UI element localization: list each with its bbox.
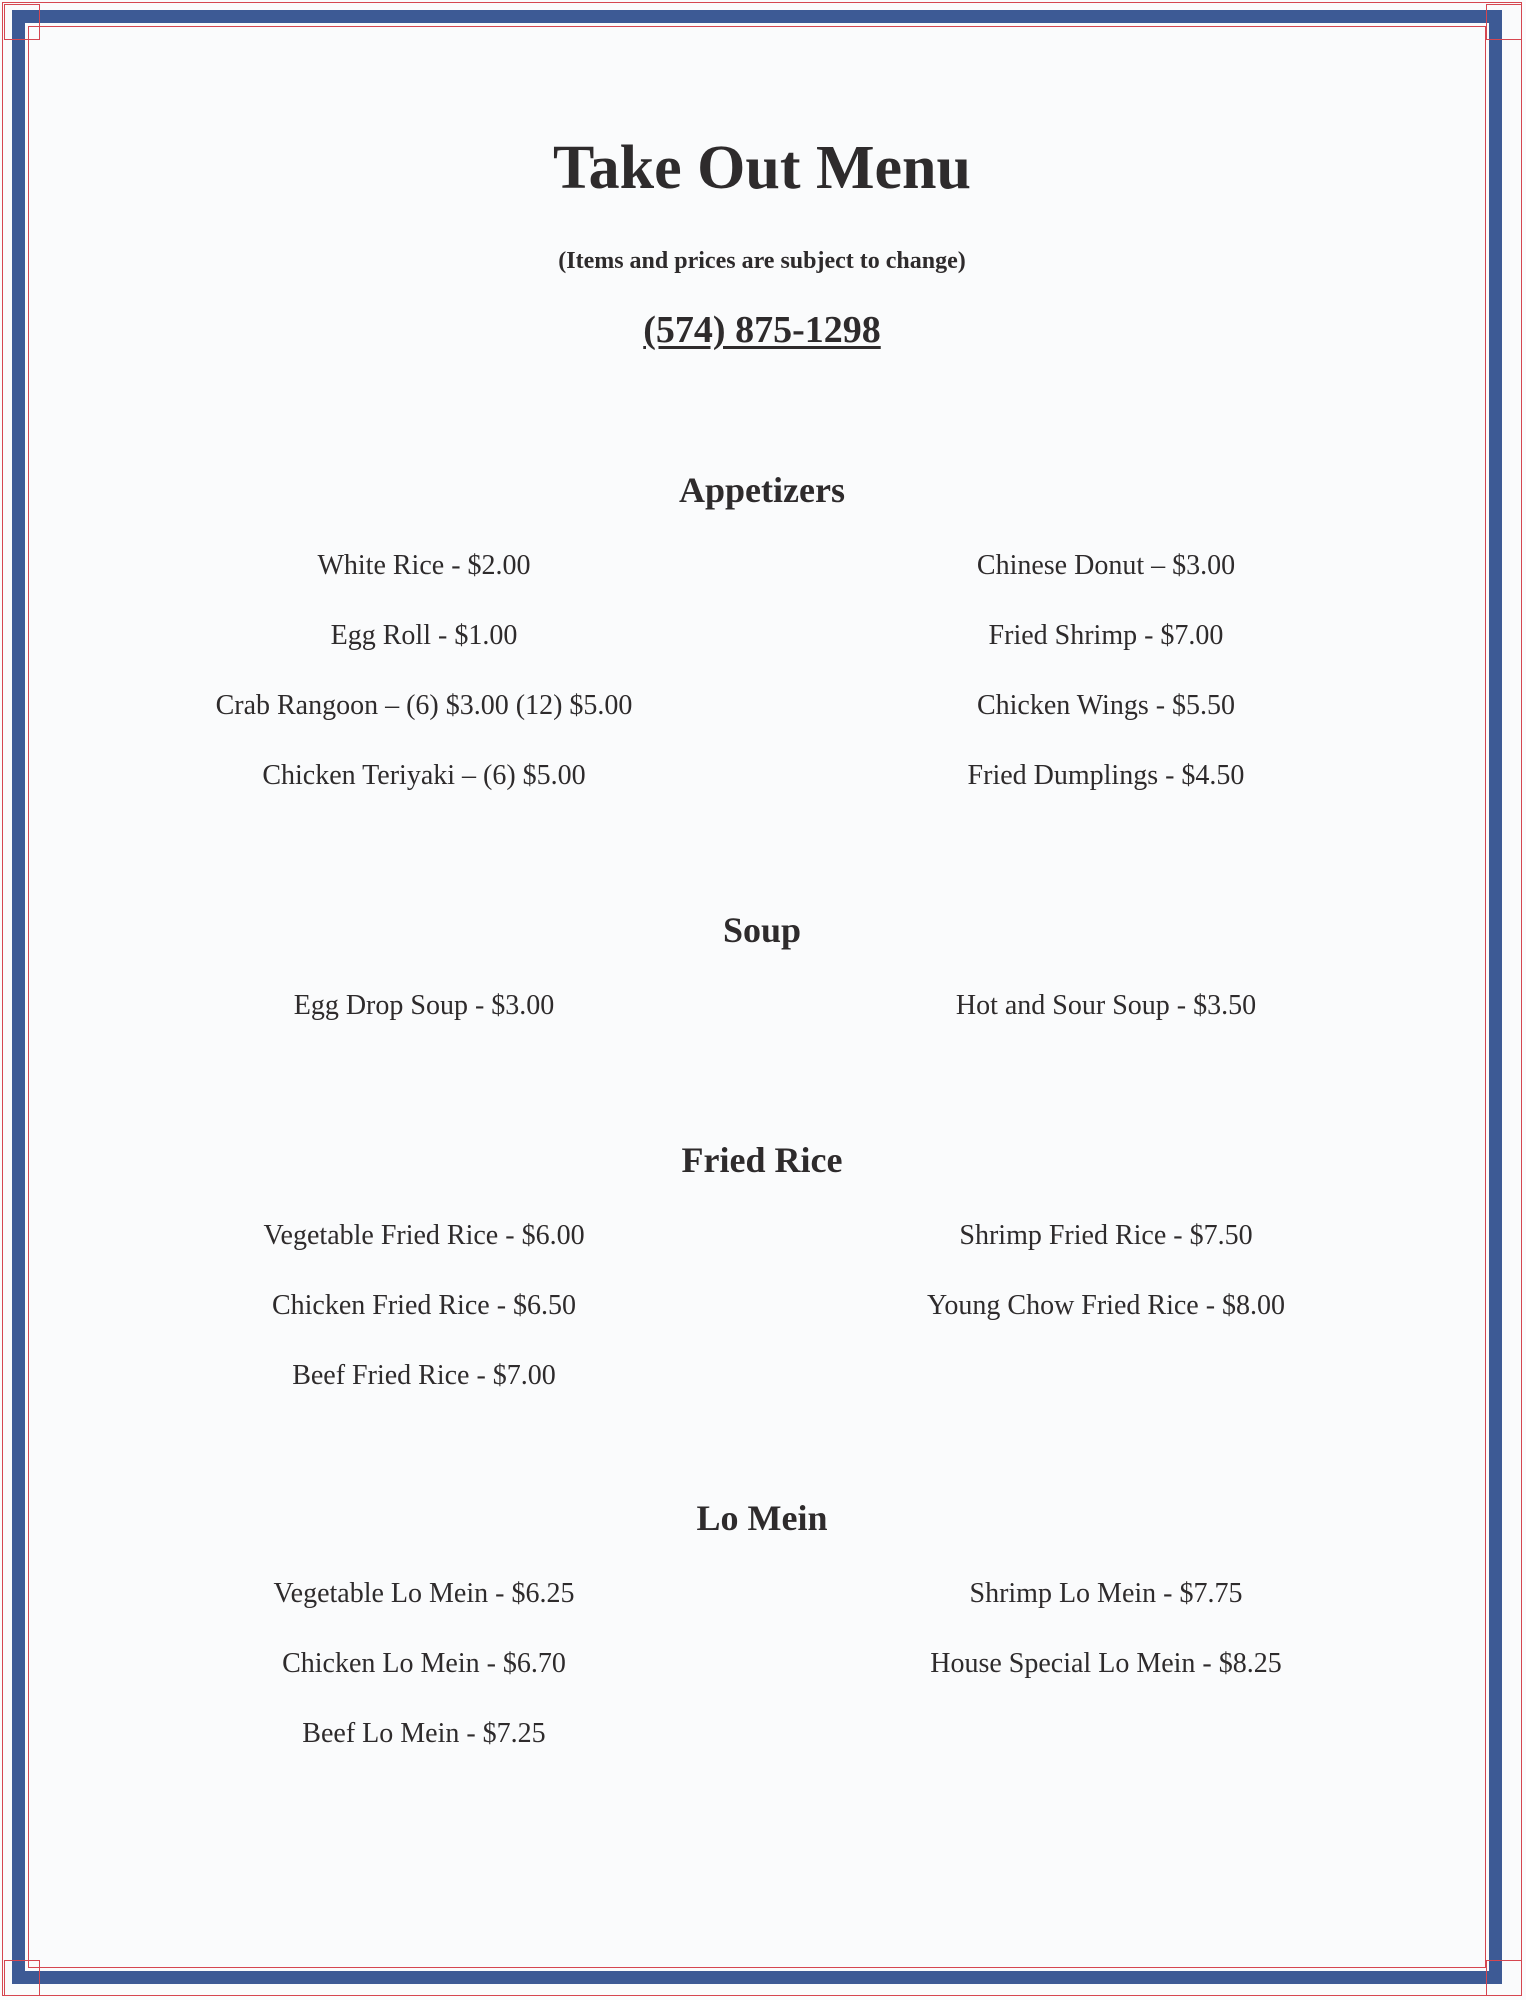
menu-item: Vegetable Lo Mein - $6.25 — [273, 1578, 575, 1609]
corner-ornament-bottom-left — [4, 1960, 40, 1996]
section-fried-rice — [40, 1138, 1484, 1391]
right-column — [756, 1216, 1456, 1356]
menu-item: Fried Shrimp - $7.00 — [988, 620, 1224, 651]
menu-item: Chicken Fried Rice - $6.50 — [271, 1290, 577, 1321]
menu-item: Crab Rangoon – (6) $3.00 (12) $5.00 — [215, 690, 633, 721]
corner-ornament-bottom-right — [1486, 1960, 1522, 1996]
left-column — [74, 546, 774, 826]
section-title-soup: Soup — [722, 910, 802, 950]
menu-item: Vegetable Fried Rice - $6.00 — [263, 1220, 585, 1251]
menu-item: House Special Lo Mein - $8.25 — [930, 1648, 1282, 1679]
menu-item: Beef Fried Rice - $7.00 — [292, 1360, 556, 1391]
right-column — [756, 546, 1456, 826]
menu-item: Egg Drop Soup - $3.00 — [293, 990, 555, 1021]
section-title-appetizers: Appetizers — [679, 470, 845, 510]
menu-item: Young Chow Fried Rice - $8.00 — [926, 1290, 1286, 1321]
menu-item: White Rice - $2.00 — [317, 550, 531, 581]
right-column — [756, 1574, 1456, 1714]
menu-item: Chicken Lo Mein - $6.70 — [282, 1648, 566, 1679]
menu-item: Egg Roll - $1.00 — [330, 620, 518, 651]
section-lo-mein — [40, 1496, 1484, 1749]
menu-item: Chinese Donut – $3.00 — [976, 550, 1236, 581]
left-column — [74, 1574, 774, 1784]
menu-item: Shrimp Lo Mein - $7.75 — [969, 1578, 1243, 1609]
menu-content — [40, 0, 1484, 2000]
corner-ornament-top-right — [1486, 4, 1522, 40]
right-column — [756, 986, 1456, 1056]
menu-subtitle: (Items and prices are subject to change) — [558, 248, 966, 274]
menu-item: Hot and Sour Soup - $3.50 — [955, 990, 1257, 1021]
menu-title: Take Out Menu — [552, 134, 971, 202]
phone-number-text: (574) 875-1298 — [643, 309, 881, 351]
phone-number — [40, 306, 1484, 354]
corner-ornament-top-left — [4, 4, 40, 40]
left-column — [74, 986, 774, 1056]
menu-item: Chicken Wings - $5.50 — [976, 690, 1236, 721]
menu-item: Beef Lo Mein - $7.25 — [302, 1718, 546, 1749]
section-title-fried-rice: Fried Rice — [681, 1140, 843, 1180]
menu-item: Shrimp Fried Rice - $7.50 — [959, 1220, 1253, 1251]
section-appetizers — [40, 468, 1484, 791]
menu-item: Chicken Teriyaki – (6) $5.00 — [262, 760, 586, 791]
section-soup — [40, 908, 1484, 1021]
left-column — [74, 1216, 774, 1426]
section-title-lo-mein: Lo Mein — [696, 1498, 828, 1538]
menu-item: Fried Dumplings - $4.50 — [967, 760, 1245, 791]
